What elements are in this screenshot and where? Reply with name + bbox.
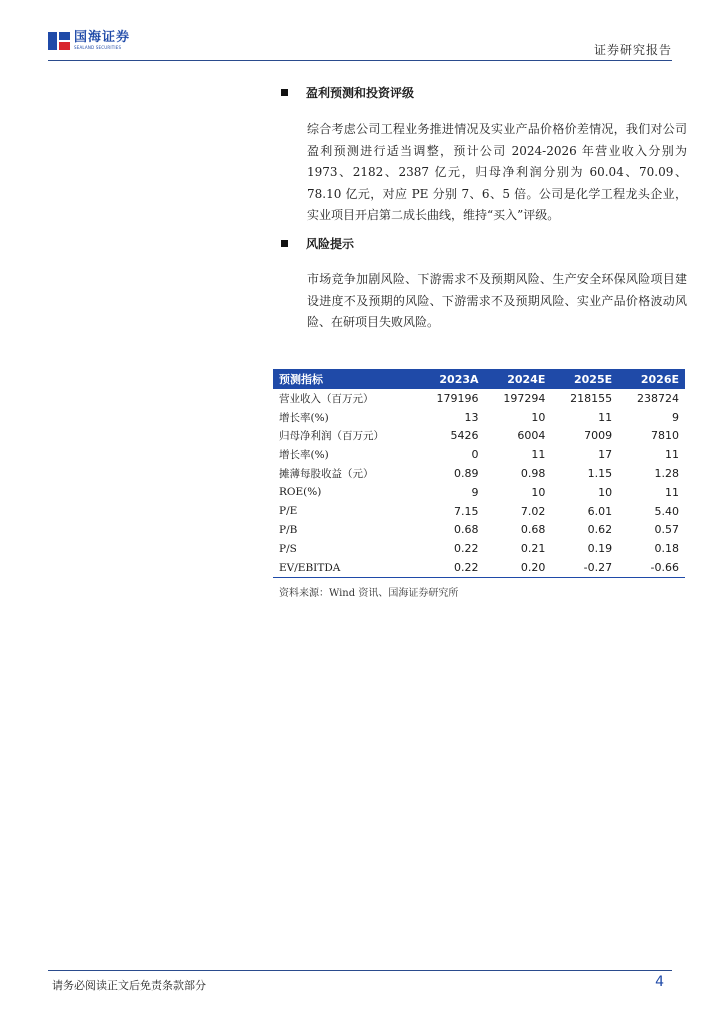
- table-cell: 0.22: [454, 542, 479, 556]
- section-title-risk: [281, 235, 354, 252]
- table-header-row: [273, 369, 685, 389]
- table-cell: 0.89: [454, 467, 479, 481]
- table-cell: 0.68: [520, 523, 546, 537]
- section-title-text: 风险提示: [306, 237, 355, 251]
- table-source-note: 资料来源：Wind 资讯、国海证券研究所: [279, 588, 459, 599]
- table-cell: 0.98: [520, 467, 546, 481]
- table-cell: 5426: [450, 429, 479, 443]
- table-cell: 11: [598, 410, 613, 424]
- bullet-icon: [281, 240, 288, 247]
- row-label: 增长率(%): [279, 411, 329, 424]
- table-cell: 238724: [637, 391, 679, 405]
- table-cell: 10: [598, 485, 613, 499]
- row-label: P/B: [279, 523, 298, 536]
- table-row: [273, 521, 685, 540]
- header-divider: [48, 60, 672, 61]
- row-label: ROE(%): [279, 486, 322, 499]
- table-row: [273, 464, 685, 483]
- table-cell: -0.66: [618, 558, 685, 577]
- table-cell: 0.20: [485, 558, 552, 577]
- table-cell: 7810: [651, 429, 679, 443]
- table-cell: 6004: [517, 429, 546, 443]
- table-row: [273, 389, 685, 408]
- table-cell: 218155: [570, 391, 613, 405]
- table-cell: 1.15: [587, 467, 613, 481]
- table-cell: 9: [471, 485, 479, 499]
- logo-english-name: SEALAND SECURITIES: [74, 45, 122, 50]
- table-cell: 13: [464, 410, 479, 424]
- table-cell: 10: [531, 410, 546, 424]
- header-cell: 2023A: [418, 369, 485, 389]
- table-cell: 10: [531, 485, 546, 499]
- table-row: [273, 558, 685, 577]
- table-cell: 0.57: [654, 523, 679, 537]
- footer-disclaimer: 请务必阅读正文后免责条款部分: [52, 979, 206, 992]
- row-label: 归母净利润（百万元）: [279, 430, 384, 443]
- table-row: [273, 427, 685, 446]
- table-row: [273, 502, 685, 521]
- header-cell: 2026E: [618, 369, 685, 389]
- row-label: EV/EBITDA: [273, 558, 418, 577]
- page-header: [0, 0, 724, 62]
- table-cell: 0: [471, 448, 479, 462]
- section-title-rating: [281, 84, 414, 101]
- table-row: [273, 483, 685, 502]
- header-cell: 预测指标: [273, 369, 418, 389]
- table-cell: 17: [598, 448, 613, 462]
- table-cell: 0.22: [418, 558, 485, 577]
- report-type: 证券研究报告: [593, 43, 672, 57]
- header-cell: 2025E: [551, 369, 618, 389]
- footer-divider: [48, 970, 672, 971]
- page-number: 4: [655, 974, 664, 990]
- company-logo: [48, 31, 130, 50]
- rating-paragraph: 综合考虑公司工程业务推进情况及实业产品价格价差情况，我们对公司盈利预测进行适当调整，预计公司 2024-2026 年营业收入分别为 1973、2182、2387 亿元，归母净利润分别为 60.04、70.09、78.10 亿元，对应 PE 分别 7、6、5 倍。公司是化学工程龙头企业，实业项目开启第二成长曲线，维持“买入”评级。: [307, 122, 687, 222]
- table-cell: 11: [665, 485, 679, 499]
- table-cell: 6.01: [587, 504, 613, 518]
- row-label: 增长率(%): [279, 449, 329, 462]
- table-cell: 11: [531, 448, 546, 462]
- table-cell: 9: [672, 410, 679, 424]
- table-cell: 0.62: [587, 523, 613, 537]
- table-row: [273, 445, 685, 464]
- table-cell: 7.02: [520, 504, 546, 518]
- risk-paragraph: 市场竞争加剧风险、下游需求不及预期风险、生产安全环保风险项目建设进度不及预期的风险、下游需求不及预期风险、实业产品价格波动风险、在研项目失败风险。: [307, 272, 687, 329]
- table-cell: 197294: [503, 391, 546, 405]
- table-row: [273, 539, 685, 558]
- table-cell: 1.28: [654, 467, 679, 481]
- row-label: P/S: [279, 542, 297, 555]
- row-label: P/E: [279, 505, 298, 518]
- logo-name: 国海证券: [74, 30, 131, 45]
- table-cell: 0.19: [587, 542, 613, 556]
- table-cell: 7009: [584, 429, 613, 443]
- table-cell: 0.18: [654, 542, 679, 556]
- row-label: 摊薄每股收益（元）: [279, 468, 374, 481]
- bullet-icon: [281, 89, 288, 96]
- table-cell: 179196: [436, 391, 479, 405]
- table-cell: 0.68: [454, 523, 479, 537]
- table-row: [273, 408, 685, 427]
- forecast-table: [273, 369, 685, 578]
- table-cell: -0.27: [551, 558, 618, 577]
- logo-mark-icon: [48, 32, 70, 50]
- section-title-text: 盈利预测和投资评级: [306, 86, 415, 100]
- row-label: 营业收入（百万元）: [279, 392, 374, 405]
- table-cell: 0.21: [520, 542, 546, 556]
- header-cell: 2024E: [485, 369, 552, 389]
- table-cell: 7.15: [454, 504, 479, 518]
- table-cell: 11: [665, 448, 679, 462]
- table-cell: 5.40: [654, 504, 679, 518]
